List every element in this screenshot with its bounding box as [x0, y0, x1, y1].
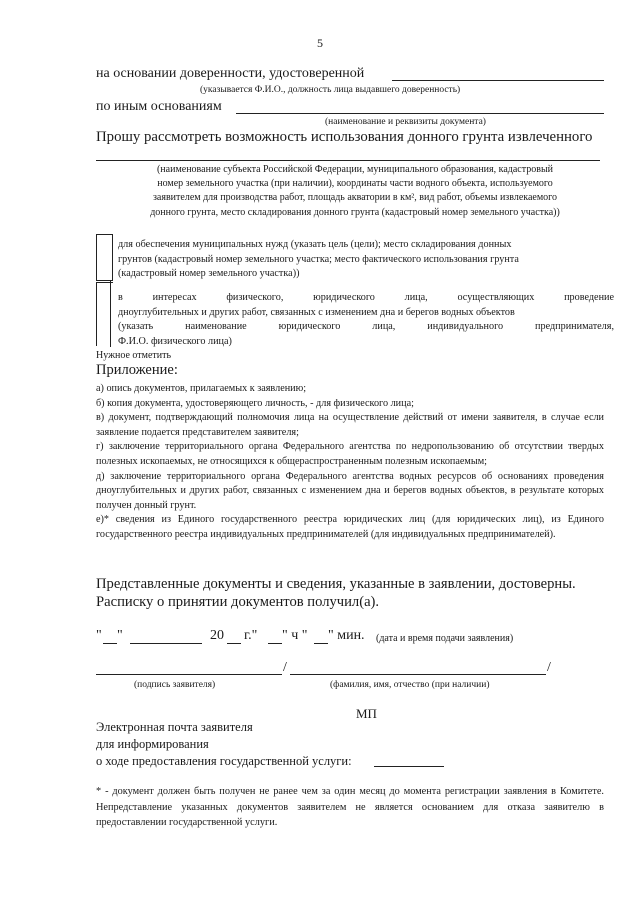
signature-hint: (подпись заявителя) — [134, 680, 216, 690]
email-field[interactable] — [374, 766, 444, 767]
full-name-field[interactable] — [290, 674, 546, 675]
minute-field[interactable] — [314, 643, 328, 644]
year-field[interactable] — [227, 643, 241, 644]
option-municipal-needs: для обеспечения муниципальных нужд (указать цель (цели); место складирования донных грунтов (кадастровый номер земельного участка; место фактического использования грунта (кадастровый номер земельного участка)) — [118, 239, 519, 280]
attachment-item: б) копия документа, удостоверяющего личность, - для физического лица; — [96, 397, 414, 409]
checkbox-municipal-needs[interactable] — [96, 234, 113, 281]
attachment-item: д) заключение территориального органа Федерального агентства водных ресурсов об основаниях проведения дноуглубительных и других работ, связанных с изменением дна и берегов водных объектов, в результате которых получен донный грунт. — [96, 470, 604, 511]
month-field[interactable] — [130, 643, 202, 644]
attachment-item: е)* сведения из Единого государственного реестра юридических лиц (для юридических лиц), из Единого государственного реестра индивидуальных предпринимателей (для индивидуальных предпринимателей). — [96, 514, 604, 540]
signature-field[interactable] — [96, 674, 282, 675]
option-third-party-interests: в интересах физического, юридического лица, осуществляющих проведение дноуглубительных и других работ, связанных с изменением дна и берегов водных объектов (указать наименование юридического лица, индивидуального предпринимателя, Ф.И.О. физического лица) — [118, 292, 614, 347]
receipt-text: Расписку о принятии документов получил(а). — [96, 594, 380, 610]
attachments-list — [96, 382, 604, 543]
checkbox-third-party-interests[interactable] — [96, 282, 113, 346]
attachments-title: Приложение: — [96, 362, 178, 378]
other-grounds-hint: (наименование и реквизиты документа) — [325, 117, 486, 127]
email-label-line2: для информирования — [96, 737, 209, 751]
signature-slash-end: / — [547, 660, 551, 675]
declaration-text: Представленные документы и сведения, указанные в заявлении, достоверны. — [96, 576, 576, 592]
date-close-quote: " — [117, 628, 123, 643]
page-number: 5 — [317, 36, 323, 50]
hour-suffix: " ч " — [282, 628, 308, 643]
hour-field[interactable] — [268, 643, 282, 644]
proxy-hint: (указывается Ф.И.О., должность лица выдавшего доверенность) — [200, 85, 461, 95]
proxy-label: на основании доверенности, удостоверенной — [96, 66, 365, 81]
footnote: * - документ должен быть получен не ранее чем за один месяц до момента регистрации заявления в Комитете. Непредставление указанных документов заявителем не является основанием для отказа заявителю в предоставлении государственной услуги. — [96, 786, 604, 828]
other-grounds-field[interactable] — [236, 113, 604, 114]
signature-slash: / — [283, 660, 287, 675]
date-hint: (дата и время подачи заявления) — [376, 633, 514, 644]
date-open-quote: " — [96, 628, 102, 643]
stamp-label: МП — [356, 706, 377, 721]
request-field[interactable] — [96, 160, 600, 161]
email-label-line1: Электронная почта заявителя — [96, 720, 253, 734]
year-prefix: 20 — [210, 628, 224, 643]
year-suffix: г." — [244, 628, 258, 643]
attachment-item: г) заключение территориального органа Федерального агентства по недропользованию об отсутствии твердых полезных ископаемых, не относящихся к общераспространенным полезным ископаемым; — [96, 441, 604, 467]
attachment-item: а) опись документов, прилагаемых к заявлению; — [96, 383, 307, 394]
attachment-item: в) документ, подтверждающий полномочия лица на осуществление действий от имени заявителя, в случае если заявление подается представителем заявителя; — [96, 412, 604, 438]
other-grounds-label: по иным основаниям — [96, 99, 222, 114]
mark-note: Нужное отметить — [96, 350, 172, 361]
proxy-field[interactable] — [392, 80, 604, 81]
full-name-hint: (фамилия, имя, отчество (при наличии) — [330, 680, 490, 690]
request-hint: (наименование субъекта Российской Федерации, муниципального образования, кадастровый номер земельного участка (при наличии), координаты части водного объекта, используемого заявителем для производства работ, площадь акватории в км², вид работ, объемы извлекаемого донного грунта, место складирования донного грунта (кадастровый номер земельного участка)) — [150, 164, 560, 218]
request-line: Прошу рассмотреть возможность использования донного грунта извлеченного — [96, 129, 593, 145]
email-label-line3: о ходе предоставления государственной услуги: — [96, 754, 352, 768]
day-field[interactable] — [103, 643, 117, 644]
minute-suffix: " мин. — [328, 628, 365, 643]
